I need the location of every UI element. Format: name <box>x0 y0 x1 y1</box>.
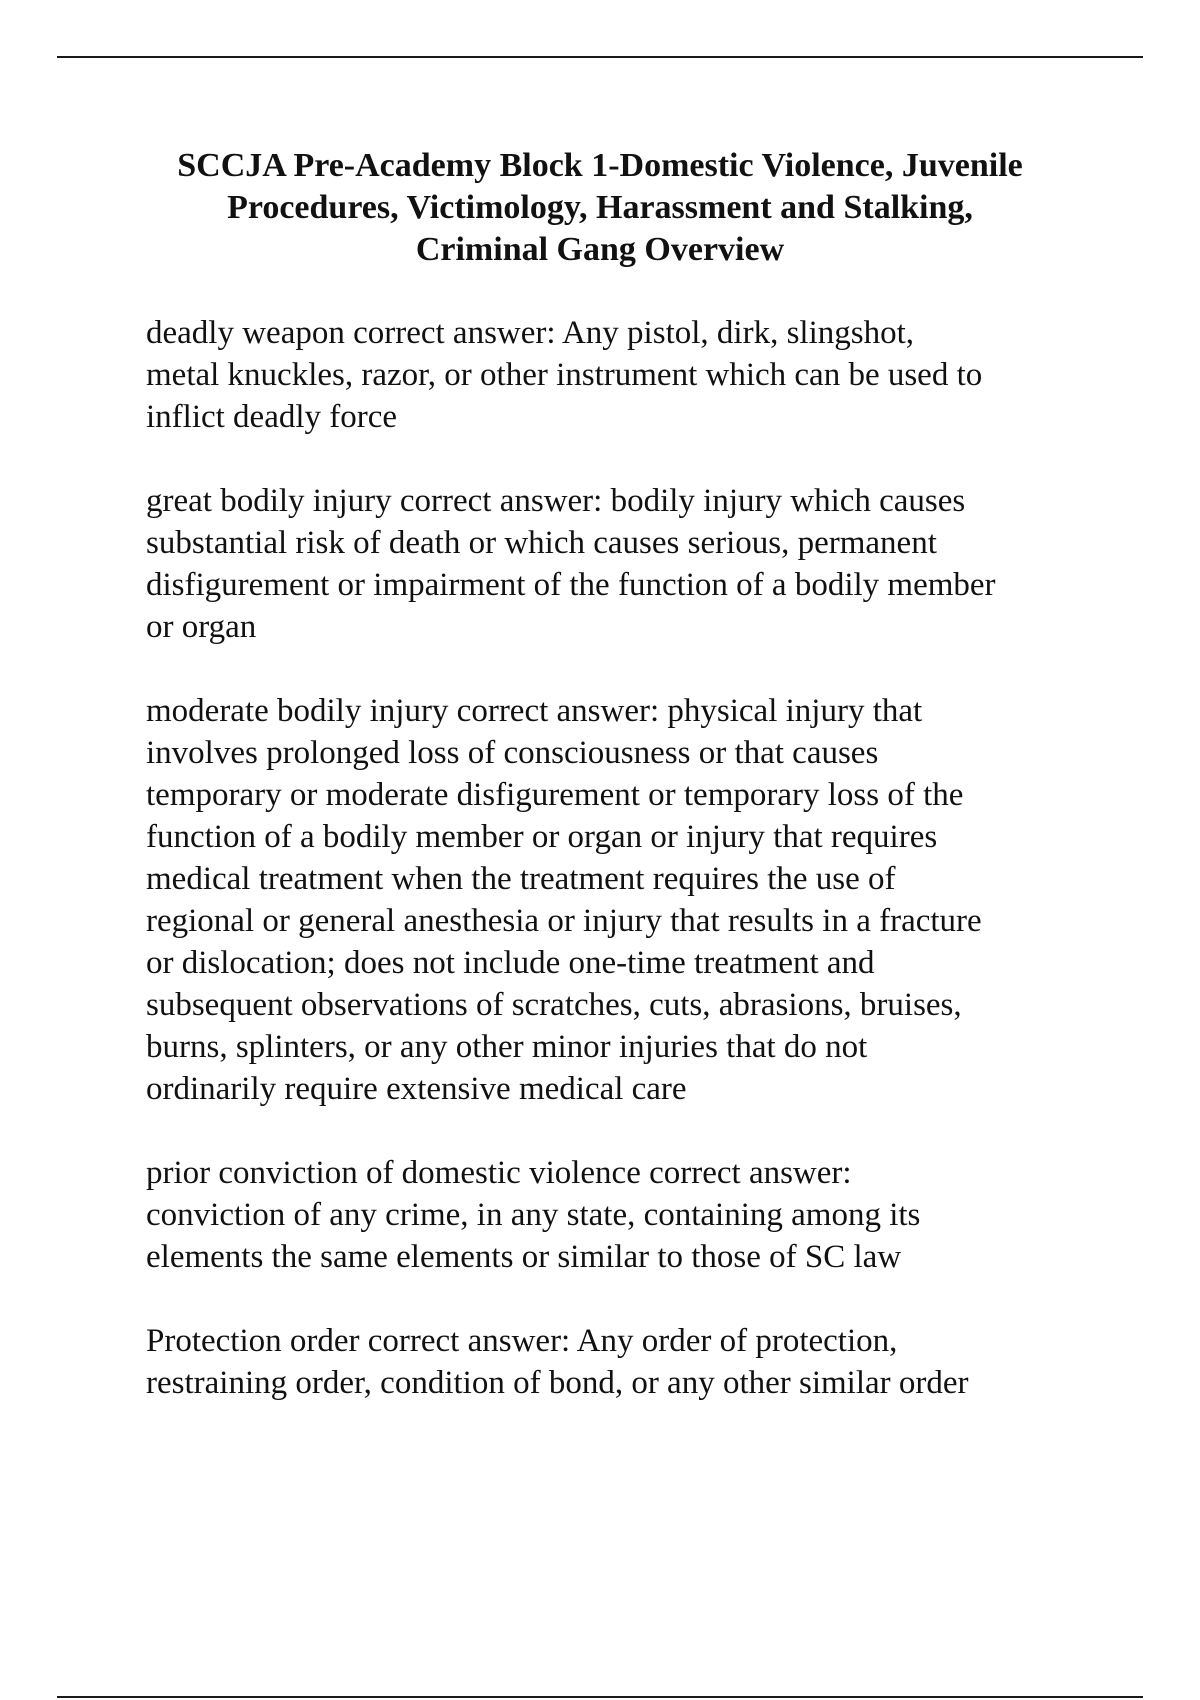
entry-line: conviction of any crime, in any state, containing among its <box>146 1197 921 1233</box>
entry-line: substantial risk of death or which causes serious, permanent <box>146 525 937 561</box>
entry-line: burns, splinters, or any other minor injuries that do not <box>146 1029 868 1065</box>
entry-line: deadly weapon correct answer: Any pistol, dirk, slingshot, <box>146 315 915 351</box>
entry-line: regional or general anesthesia or injury that results in a fracture <box>146 903 982 939</box>
entry-line: temporary or moderate disfigurement or temporary loss of the <box>146 777 964 813</box>
entry-prior-conviction <box>146 1152 1106 1278</box>
title-line: Criminal Gang Overview <box>415 231 785 268</box>
entry-deadly-weapon <box>146 312 1106 438</box>
entry-line: subsequent observations of scratches, cuts, abrasions, bruises, <box>146 987 962 1023</box>
entry-line: or dislocation; does not include one-time treatment and <box>146 945 875 981</box>
title-line: SCCJA Pre-Academy Block 1-Domestic Violence, Juvenile <box>177 147 1023 184</box>
entry-line: Protection order correct answer: Any order of protection, <box>146 1323 898 1359</box>
entry-line: inflict deadly force <box>146 399 398 435</box>
entry-line: or organ <box>146 609 257 645</box>
top-rule <box>57 56 1143 58</box>
entry-line: moderate bodily injury correct answer: physical injury that <box>146 693 923 729</box>
entry-line: ordinarily require extensive medical care <box>146 1071 687 1107</box>
entry-line: function of a bodily member or organ or injury that requires <box>146 819 938 855</box>
entry-line: prior conviction of domestic violence correct answer: <box>146 1155 852 1191</box>
entry-line: medical treatment when the treatment requires the use of <box>146 861 896 897</box>
entry-line: elements the same elements or similar to those of SC law <box>146 1239 902 1275</box>
entry-protection-order <box>146 1320 1106 1404</box>
entry-great-bodily-injury <box>146 480 1106 648</box>
entry-line: metal knuckles, razor, or other instrument which can be used to <box>146 357 983 393</box>
bottom-rule <box>57 1696 1143 1698</box>
document-title <box>130 145 1070 271</box>
entry-line: great bodily injury correct answer: bodily injury which causes <box>146 483 966 519</box>
entry-moderate-bodily-injury <box>146 690 1106 1110</box>
entry-line: involves prolonged loss of consciousness or that causes <box>146 735 879 771</box>
entry-line: restraining order, condition of bond, or any other similar order <box>146 1365 969 1401</box>
flashcard-list <box>146 312 1106 1446</box>
entry-line: disfigurement or impairment of the function of a bodily member <box>146 567 996 603</box>
title-line: Procedures, Victimology, Harassment and Stalking, <box>227 189 973 226</box>
